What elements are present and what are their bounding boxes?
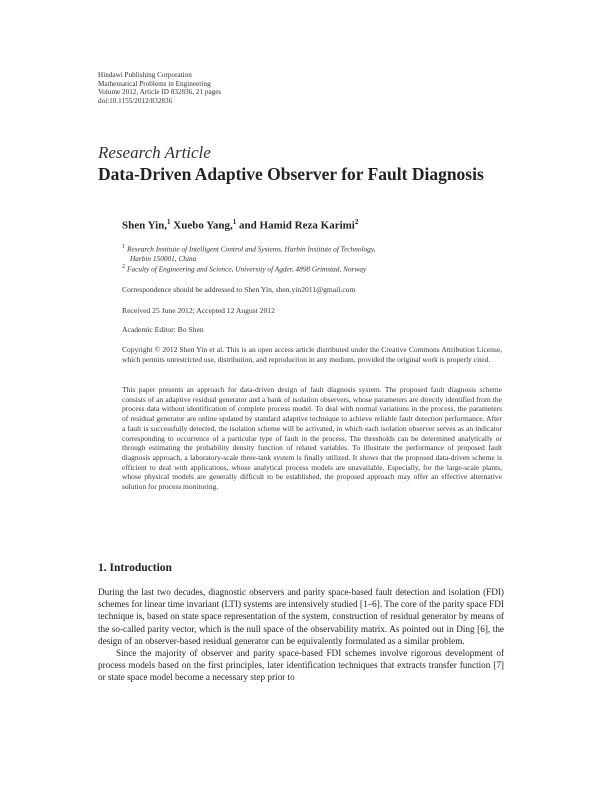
- author-affiliation-mark: 1: [167, 218, 171, 226]
- section-body: [98, 586, 504, 684]
- correspondence: Correspondence should be addressed to Shen Yin, shen.yin2011@gmail.com: [122, 285, 356, 294]
- author-affiliation-mark: 1: [232, 218, 237, 226]
- doi: doi:10.1155/2012/832836: [98, 97, 173, 106]
- affiliation-1: [122, 243, 375, 264]
- article-type: Research Article: [98, 143, 211, 162]
- journal-header: [98, 71, 221, 106]
- affiliation-text-continued: Harbin 150001, China: [130, 254, 197, 264]
- received-accepted-dates: Received 25 June 2012; Accepted 12 August 2012: [122, 306, 275, 315]
- academic-editor: Academic Editor: Bo Shen: [122, 325, 204, 334]
- author-name: and Hamid Reza Karimi: [236, 219, 355, 232]
- paragraph: Since the majority of observer and parity space-based FDI schemes involve rigorous development of process models based on the first principles, later identification techniques that extracts transfer function [7] or state space model become a necessary step prior to: [98, 648, 504, 683]
- page-title: Data-Driven Adaptive Observer for Fault Diagnosis: [98, 164, 484, 184]
- volume-info: Volume 2012, Article ID 832836, 21 pages: [98, 88, 222, 97]
- paragraph: During the last two decades, diagnostic observers and parity space-based fault detection and isolation (FDI) schemes for linear time invariant (LTI) systems are intensively studied [1–6]. The core of the parity space FDI technique is, based on state space representation of the system, construction of residual generator by means of the so-called parity vector, which is the null space of the observability matrix. As pointed out in Ding [6], the design of an observer-based residual generator can be equivalently formulated as a similar problem.: [98, 587, 504, 646]
- author-name: Shen Yin,: [122, 219, 168, 232]
- abstract: This paper presents an approach for data-driven design of fault diagnosis system. The proposed fault diagnosis scheme consists of an adaptive residual generator and a bank of isolation observers, whose parameters are directly identified from the process data without identification of complete process model. To deal with normal variations in the process, the parameters of residual generator are online updated by standard adaptive technique to achieve reliable fault detection performance. After a fault is successfully detected, the isolation scheme will be activated, in which each isolation observer serves as an indicator corresponding to occurrence of a particular type of fault in the process. The thresholds can be determined analytically or through estimating the probability density function of related variables. To illustrate the performance of proposed fault diagnosis approach, a laboratory-scale three-tank system is finally utilized. It shows that the proposed data-driven scheme is efficient to deal with applications, whose analytical process models are unavailable. Especially, for the large-scale plants, whose physical models are generally difficult to be established, the proposed approach may offer an effective alternative solution for process monitoring.: [122, 385, 502, 492]
- author-affiliation-mark: 2: [354, 218, 359, 226]
- affiliation-2: [122, 263, 366, 274]
- copyright-notice: Copyright © 2012 Shen Yin et al. This is an open access article distributed under the Creative Commons Attribution License, which permits unrestricted use, distribution, and reproduction in any medium, provided the original work is properly cited.: [122, 345, 502, 364]
- publisher: Hindawi Publishing Corporation: [98, 71, 192, 79]
- affiliation-number: 1: [122, 244, 125, 250]
- author-list: [122, 218, 358, 232]
- section-heading: 1. Introduction: [98, 562, 172, 574]
- affiliation-text: Faculty of Engineering and Science, University of Agder, 4898 Grimstad, Norway: [127, 264, 367, 274]
- affiliation-number: 2: [122, 264, 125, 270]
- affiliation-text: Research Institute of Intelligent Control and Systems, Harbin Institute of Technology,: [127, 244, 376, 254]
- journal-name: Mathematical Problems in Engineering: [98, 79, 211, 88]
- author-name: Xuebo Yang,: [170, 219, 233, 232]
